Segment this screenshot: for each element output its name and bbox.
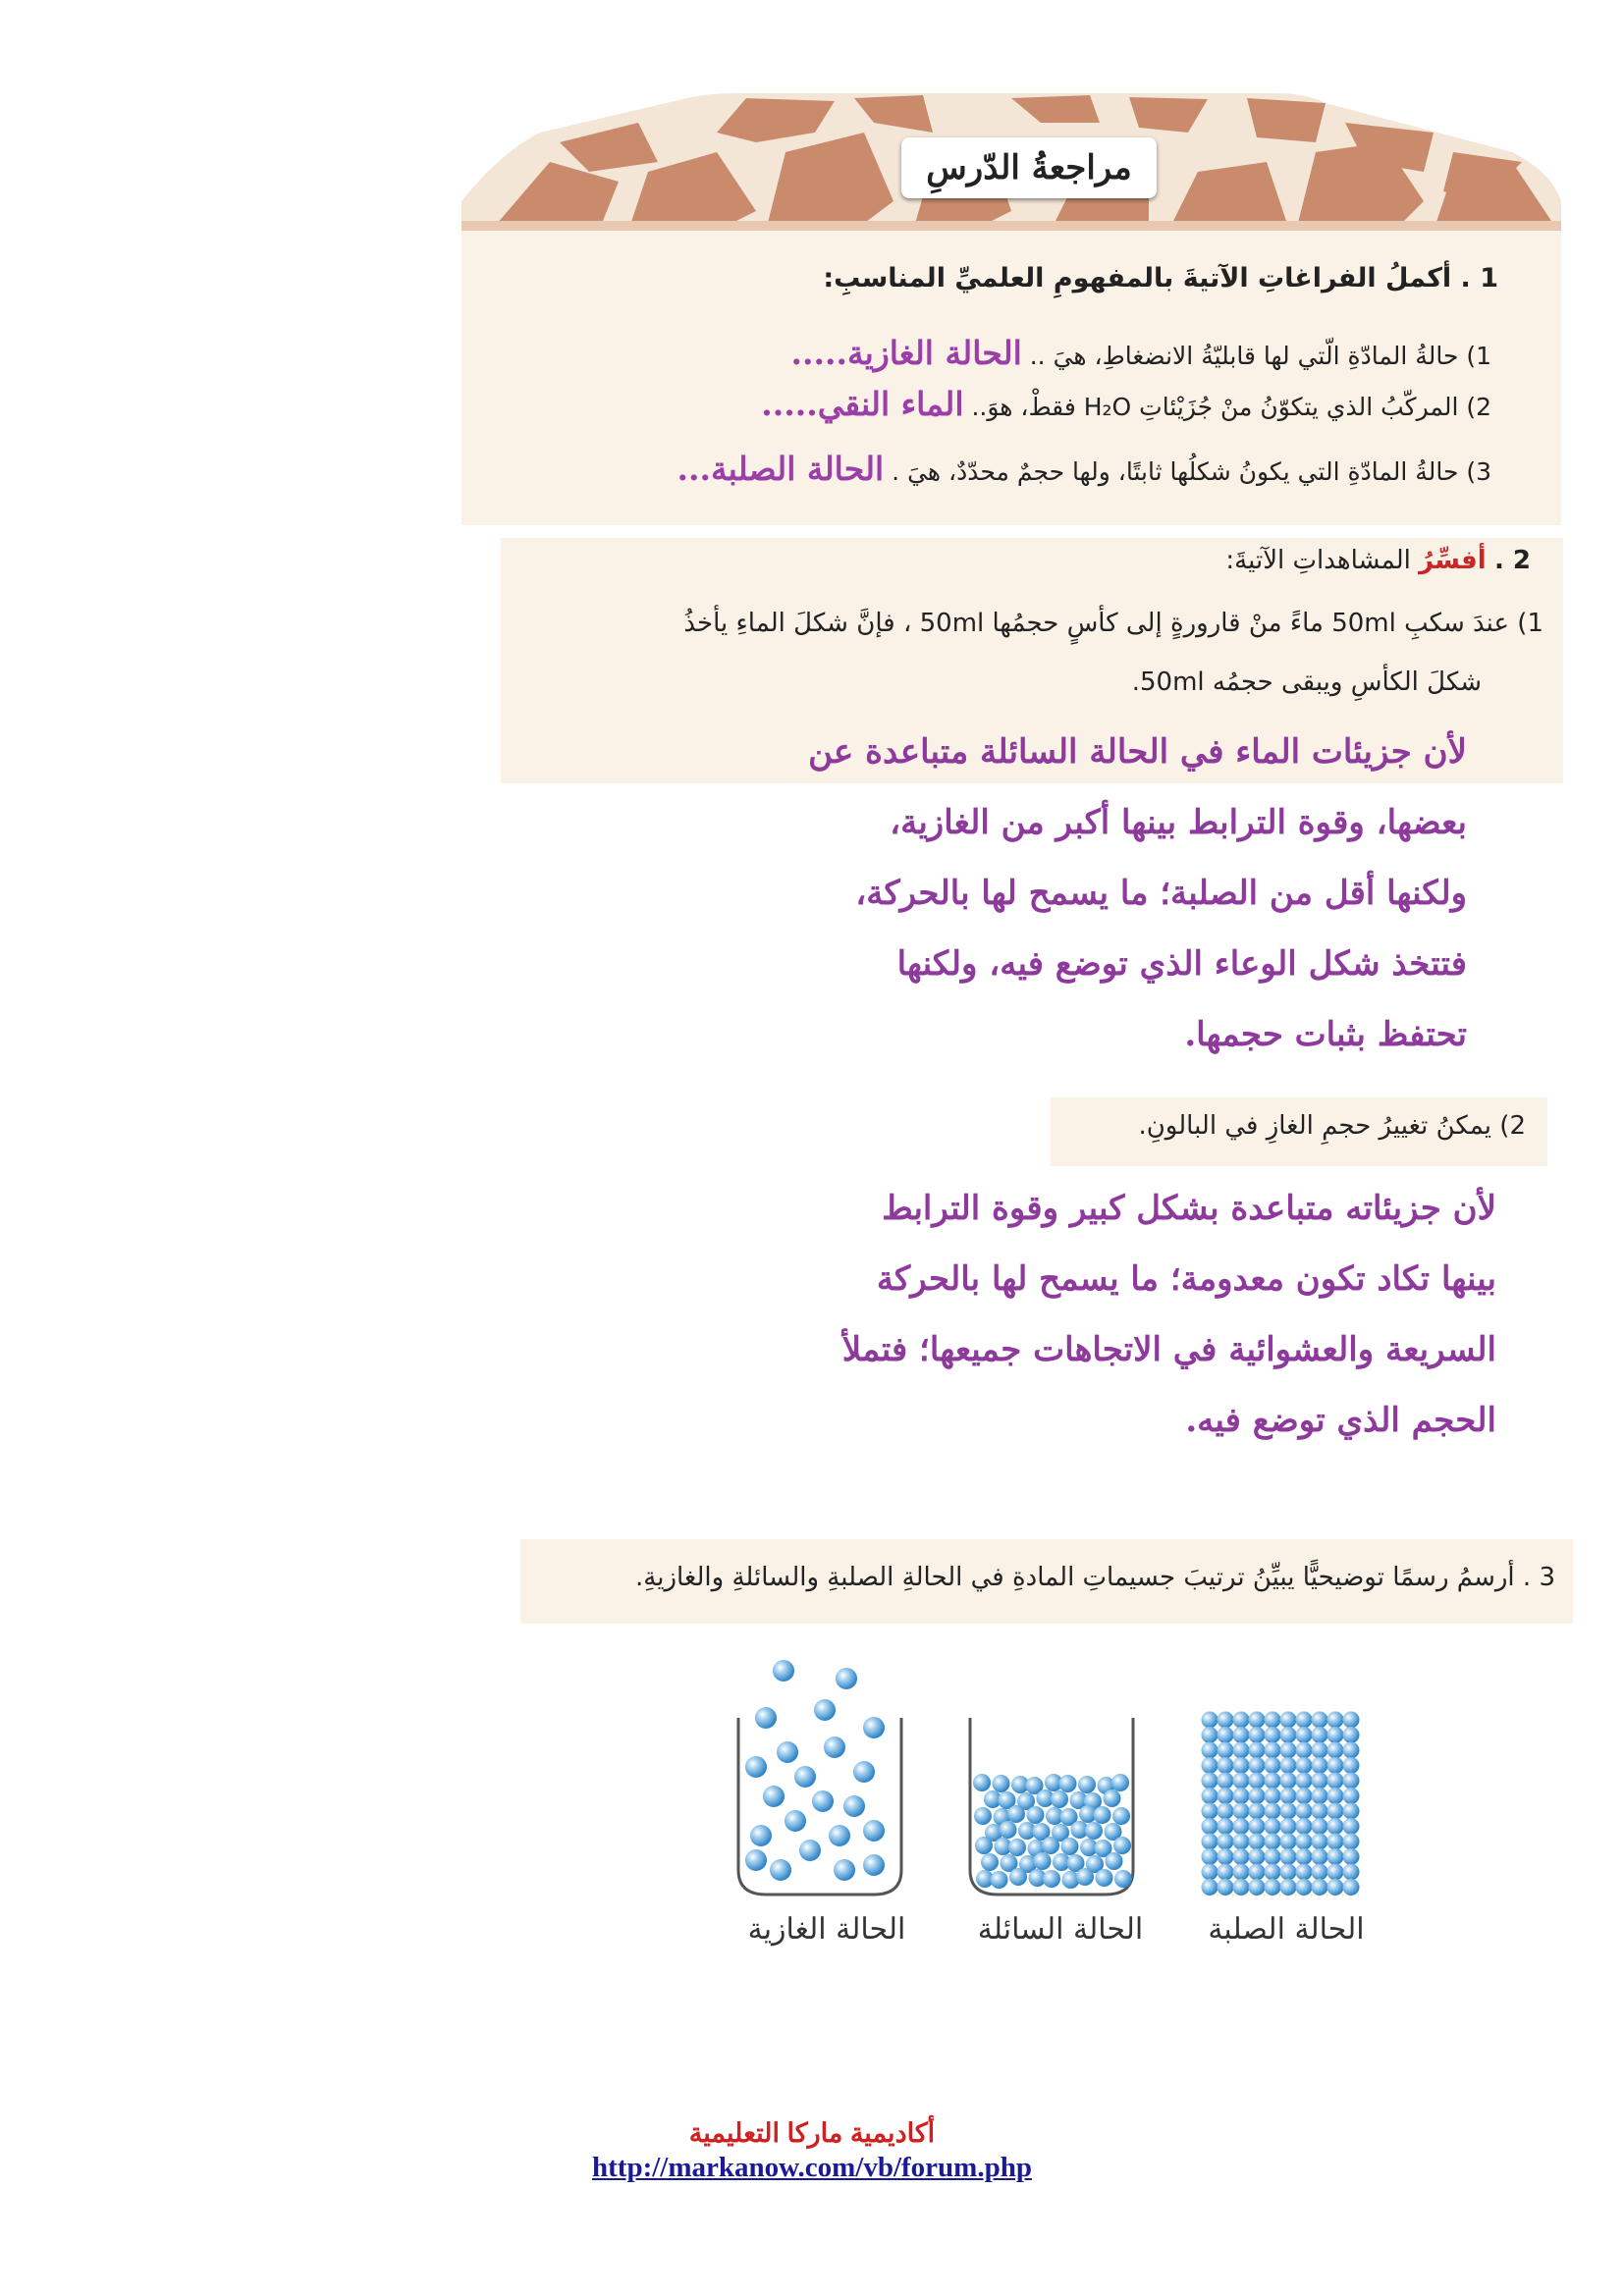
solid-particle bbox=[1249, 1727, 1266, 1743]
solid-particle bbox=[1327, 1773, 1344, 1789]
liquid-particle bbox=[1078, 1776, 1096, 1793]
solid-particle bbox=[1327, 1742, 1344, 1759]
solid-particle bbox=[1202, 1712, 1218, 1729]
liquid-particle bbox=[1111, 1774, 1129, 1791]
gas-particle bbox=[773, 1660, 794, 1682]
solid-particle bbox=[1312, 1864, 1328, 1881]
answer-2-1 bbox=[681, 717, 1467, 1070]
liquid-particle bbox=[1000, 1821, 1017, 1839]
gas-particle bbox=[755, 1707, 777, 1729]
question-stem-rest: المشاهداتِ الآتيةَ: bbox=[1225, 546, 1411, 575]
solid-particle bbox=[1343, 1788, 1360, 1804]
solid-particle bbox=[1312, 1757, 1328, 1774]
solid-particle bbox=[1327, 1757, 1344, 1774]
footer-link[interactable]: http://markanow.com/vb/forum.php bbox=[592, 2152, 1032, 2183]
solid-particle bbox=[1265, 1773, 1281, 1789]
gas-particle bbox=[853, 1761, 875, 1783]
liquid-particle bbox=[1096, 1869, 1113, 1887]
solid-particle bbox=[1265, 1727, 1281, 1743]
question-1-item-3 bbox=[677, 450, 1491, 488]
question-verb: أفسِّرُ bbox=[1419, 546, 1487, 575]
gas-particle bbox=[799, 1840, 821, 1861]
solid-particle bbox=[1233, 1757, 1250, 1774]
question-2-stem bbox=[1225, 546, 1531, 575]
liquid-particle bbox=[975, 1837, 993, 1854]
gas-particle bbox=[763, 1786, 785, 1807]
solid-particle bbox=[1218, 1818, 1234, 1835]
gas-particle bbox=[843, 1795, 865, 1817]
solid-particle bbox=[1312, 1712, 1328, 1729]
solid-particle bbox=[1343, 1818, 1360, 1835]
answer-line: الحجم الذي توضع فيه. bbox=[1185, 1401, 1496, 1440]
solid-particle bbox=[1280, 1848, 1297, 1865]
solid-particle bbox=[1202, 1879, 1218, 1896]
solid-particle bbox=[1327, 1712, 1344, 1729]
solid-particle bbox=[1312, 1742, 1328, 1759]
solid-particle bbox=[1218, 1879, 1234, 1896]
solid-particle bbox=[1312, 1834, 1328, 1850]
liquid-particle bbox=[1008, 1839, 1026, 1856]
solid-particle bbox=[1327, 1879, 1344, 1896]
liquid-particle bbox=[1076, 1868, 1094, 1886]
solid-particle bbox=[1249, 1712, 1266, 1729]
solid-particle bbox=[1249, 1757, 1266, 1774]
solid-particle bbox=[1265, 1803, 1281, 1820]
solid-particle bbox=[1280, 1864, 1297, 1881]
footer-academy-name: أكاديمية ماركا التعليمية bbox=[688, 2118, 936, 2148]
answer-line: لأن جزيئات الماء في الحالة السائلة متباعدة عن bbox=[808, 732, 1467, 772]
answer-line: لأن جزيئاته متباعدة بشكل كبير وقوة الترابط bbox=[882, 1189, 1496, 1228]
solid-particle bbox=[1202, 1818, 1218, 1835]
solid-particle bbox=[1202, 1727, 1218, 1743]
gas-particle bbox=[836, 1668, 857, 1689]
solid-particle bbox=[1296, 1742, 1313, 1759]
solid-particle bbox=[1233, 1742, 1250, 1759]
solid-particle bbox=[1202, 1834, 1218, 1850]
liquid-particle bbox=[1113, 1837, 1131, 1854]
gas-particle bbox=[863, 1820, 885, 1842]
answer-line: بينها تكاد تكون معدومة؛ ما يسمح لها بالحركة bbox=[876, 1259, 1496, 1299]
liquid-particle bbox=[1034, 1852, 1052, 1870]
liquid-particle bbox=[1059, 1775, 1077, 1792]
liquid-particle bbox=[1027, 1806, 1045, 1824]
liquid-particle bbox=[1106, 1852, 1123, 1870]
solid-particle bbox=[1265, 1742, 1281, 1759]
item-text: 1) حالةُ المادّةِ الّتي لها قابليّةُ الانضغاطِ، هيَ .. bbox=[1029, 342, 1491, 370]
liquid-particle bbox=[1085, 1822, 1103, 1840]
solid-particle bbox=[1249, 1803, 1266, 1820]
solid-particle bbox=[1265, 1788, 1281, 1804]
solid-particle bbox=[1280, 1757, 1297, 1774]
solid-particle bbox=[1312, 1803, 1328, 1820]
solid-particle bbox=[1327, 1834, 1344, 1850]
solid-particle bbox=[1249, 1788, 1266, 1804]
solid-particle bbox=[1296, 1818, 1313, 1835]
solid-particle bbox=[1233, 1773, 1250, 1789]
solid-particle bbox=[1202, 1803, 1218, 1820]
item-answer: الحالة الغازية..... bbox=[790, 334, 1022, 372]
solid-particle bbox=[1327, 1848, 1344, 1865]
solid-particle bbox=[1312, 1879, 1328, 1896]
solid-particle bbox=[1202, 1773, 1218, 1789]
liquid-particles bbox=[973, 1774, 1132, 1889]
gas-particle bbox=[794, 1766, 816, 1788]
solid-particle bbox=[1343, 1742, 1360, 1759]
solid-particle bbox=[1202, 1788, 1218, 1804]
solid-particle bbox=[1327, 1727, 1344, 1743]
caption-liquid: الحالة السائلة bbox=[977, 1912, 1144, 1947]
liquid-particle bbox=[981, 1853, 999, 1871]
solid-particle bbox=[1280, 1773, 1297, 1789]
solid-particle bbox=[1218, 1788, 1234, 1804]
solid-particle bbox=[1343, 1848, 1360, 1865]
solid-particle bbox=[1312, 1727, 1328, 1743]
solid-particle bbox=[1312, 1773, 1328, 1789]
solid-particle bbox=[1312, 1818, 1328, 1835]
solid-particle bbox=[1327, 1803, 1344, 1820]
gas-particle bbox=[834, 1859, 855, 1881]
gas-particle bbox=[745, 1756, 767, 1778]
solid-particle bbox=[1343, 1712, 1360, 1729]
solid-particle bbox=[1218, 1712, 1234, 1729]
solid-particle bbox=[1343, 1803, 1360, 1820]
solid-particle bbox=[1218, 1803, 1234, 1820]
solid-particle bbox=[1249, 1742, 1266, 1759]
solid-particle bbox=[1296, 1803, 1313, 1820]
solid-particle bbox=[1280, 1788, 1297, 1804]
liquid-particle bbox=[1061, 1838, 1079, 1855]
solid-particle bbox=[1296, 1773, 1313, 1789]
solid-particle bbox=[1296, 1848, 1313, 1865]
solid-particle bbox=[1233, 1712, 1250, 1729]
solid-particle bbox=[1233, 1864, 1250, 1881]
solid-particle bbox=[1280, 1879, 1297, 1896]
solid-particle bbox=[1296, 1727, 1313, 1743]
gas-particle bbox=[829, 1825, 850, 1846]
liquid-particle bbox=[973, 1774, 991, 1791]
liquid-particle bbox=[991, 1871, 1008, 1889]
liquid-particle bbox=[993, 1775, 1010, 1792]
answer-line: تحتفظ بثبات حجمها. bbox=[1184, 1015, 1467, 1054]
liquid-particle bbox=[1007, 1805, 1025, 1823]
answer-line: السريعة والعشوائية في الاتجاهات جميعها؛ فتملأ bbox=[841, 1330, 1496, 1369]
answer-line: فتتخذ شكل الوعاء الذي توضع فيه، ولكنها bbox=[896, 944, 1467, 984]
gas-particle bbox=[863, 1717, 885, 1738]
gas-particle bbox=[750, 1825, 772, 1846]
solid-particle bbox=[1296, 1834, 1313, 1850]
gas-particle bbox=[745, 1849, 767, 1871]
liquid-particle bbox=[1009, 1868, 1027, 1886]
solid-particle bbox=[1280, 1712, 1297, 1729]
solid-particle bbox=[1218, 1742, 1234, 1759]
solid-particle bbox=[1233, 1803, 1250, 1820]
caption-gas: الحالة الغازية bbox=[747, 1912, 906, 1947]
solid-particle bbox=[1296, 1788, 1313, 1804]
item-answer: الماء النقي..... bbox=[761, 385, 964, 423]
gas-particle bbox=[863, 1854, 885, 1876]
question-number: 2 . bbox=[1493, 546, 1531, 575]
solid-particle bbox=[1343, 1773, 1360, 1789]
liquid-particle bbox=[1094, 1806, 1111, 1824]
solid-particle bbox=[1343, 1727, 1360, 1743]
solid-particle bbox=[1265, 1879, 1281, 1896]
item-text: 2) المركّبُ الذي يتكوّنُ منْ جُزَيْئاتِ H₂O فقطْ، هوَ.. bbox=[971, 393, 1491, 421]
answer-line: ولكنها أقل من الصلبة؛ ما يسمح لها بالحركة، bbox=[855, 874, 1467, 913]
caption-solid: الحالة الصلبة bbox=[1208, 1912, 1365, 1947]
solid-particle bbox=[1280, 1803, 1297, 1820]
answer-line: بعضها، وقوة الترابط بينها أكبر من الغازية، bbox=[890, 803, 1467, 842]
liquid-particle bbox=[974, 1807, 992, 1825]
gas-particle bbox=[785, 1810, 806, 1832]
solid-particle bbox=[1233, 1788, 1250, 1804]
solid-particle bbox=[1218, 1727, 1234, 1743]
gas-particle bbox=[812, 1790, 834, 1812]
solid-particle bbox=[1249, 1773, 1266, 1789]
solid-particle bbox=[1296, 1864, 1313, 1881]
gas-particles bbox=[745, 1660, 885, 1881]
solid-particle bbox=[1280, 1727, 1297, 1743]
solid-particle bbox=[1265, 1864, 1281, 1881]
solid-particle bbox=[1296, 1879, 1313, 1896]
solid-particle bbox=[1327, 1818, 1344, 1835]
solid-particle bbox=[1249, 1834, 1266, 1850]
solid-particle bbox=[1218, 1773, 1234, 1789]
solid-particle bbox=[1202, 1864, 1218, 1881]
solid-particles bbox=[1202, 1712, 1360, 1896]
liquid-particle bbox=[1104, 1789, 1121, 1807]
solid-particle bbox=[1233, 1818, 1250, 1835]
question-2-item-2: 2) يمكنُ تغييرُ حجمِ الغازِ في البالونِ. bbox=[1138, 1111, 1526, 1141]
states-of-matter-diagram bbox=[727, 1659, 1414, 1914]
solid-particle bbox=[1249, 1848, 1266, 1865]
gas-particle bbox=[777, 1741, 798, 1763]
solid-particle bbox=[1265, 1712, 1281, 1729]
solid-particle bbox=[1218, 1834, 1234, 1850]
liquid-particle bbox=[1043, 1870, 1060, 1888]
solid-particle bbox=[1280, 1742, 1297, 1759]
answer-2-2 bbox=[691, 1173, 1496, 1456]
solid-particle bbox=[1202, 1742, 1218, 1759]
item-answer: الحالة الصلبة... bbox=[677, 450, 885, 488]
solid-particle bbox=[1280, 1818, 1297, 1835]
solid-particle bbox=[1312, 1788, 1328, 1804]
question-2-item-1-line-2: شكلَ الكأسِ ويبقى حجمُه 50ml. bbox=[1131, 667, 1482, 697]
gas-particle bbox=[814, 1699, 836, 1721]
liquid-particle bbox=[1051, 1790, 1068, 1808]
solid-particle bbox=[1218, 1848, 1234, 1865]
solid-particle bbox=[1233, 1727, 1250, 1743]
gas-particle bbox=[770, 1859, 791, 1881]
solid-particle bbox=[1327, 1864, 1344, 1881]
solid-particle bbox=[1296, 1757, 1313, 1774]
gas-particle bbox=[824, 1736, 845, 1758]
question-1-item-2 bbox=[761, 385, 1491, 423]
solid-particle bbox=[1202, 1757, 1218, 1774]
page-title: مراجعةُ الدّرسِ bbox=[901, 137, 1157, 198]
question-3-stem: 3 . أرسمُ رسمًا توضيحيًّا يبيِّنُ ترتيبَ جسيماتِ المادةِ في الحالةِ الصلبةِ والسائلةِ والغازيةِ. bbox=[635, 1563, 1555, 1592]
solid-particle bbox=[1343, 1879, 1360, 1896]
solid-particle bbox=[1202, 1848, 1218, 1865]
solid-particle bbox=[1265, 1848, 1281, 1865]
solid-particle bbox=[1218, 1757, 1234, 1774]
solid-particle bbox=[1343, 1834, 1360, 1850]
liquid-particle bbox=[1112, 1807, 1130, 1825]
solid-particle bbox=[1233, 1879, 1250, 1896]
solid-particle bbox=[1280, 1834, 1297, 1850]
solid-particle bbox=[1218, 1864, 1234, 1881]
liquid-particle bbox=[1042, 1837, 1059, 1854]
solid-particle bbox=[1249, 1879, 1266, 1896]
solid-particle bbox=[1343, 1864, 1360, 1881]
solid-particle bbox=[1327, 1788, 1344, 1804]
solid-particle bbox=[1343, 1757, 1360, 1774]
solid-particle bbox=[1249, 1818, 1266, 1835]
solid-particle bbox=[1265, 1757, 1281, 1774]
solid-particle bbox=[1249, 1864, 1266, 1881]
question-1-item-1 bbox=[791, 334, 1492, 372]
solid-particle bbox=[1265, 1834, 1281, 1850]
solid-particle bbox=[1312, 1848, 1328, 1865]
item-text: 3) حالةُ المادّةِ التي يكونُ شكلُها ثابتًا، ولها حجمٌ محدّدٌ، هيَ . bbox=[892, 457, 1491, 486]
liquid-particle bbox=[1114, 1870, 1132, 1888]
solid-particle bbox=[1233, 1848, 1250, 1865]
question-1-stem: 1 . أكملُ الفراغاتِ الآتيةَ بالمفهومِ العلميِّ المناسبِ: bbox=[823, 263, 1498, 294]
solid-particle bbox=[1265, 1818, 1281, 1835]
question-2-item-1-line-1: 1) عندَ سكبِ 50ml ماءً منْ قارورةٍ إلى كأسٍ حجمُها 50ml ، فإنَّ شكلَ الماءِ يأخذُ bbox=[683, 609, 1543, 638]
solid-particle bbox=[1233, 1834, 1250, 1850]
solid-particle bbox=[1296, 1712, 1313, 1729]
